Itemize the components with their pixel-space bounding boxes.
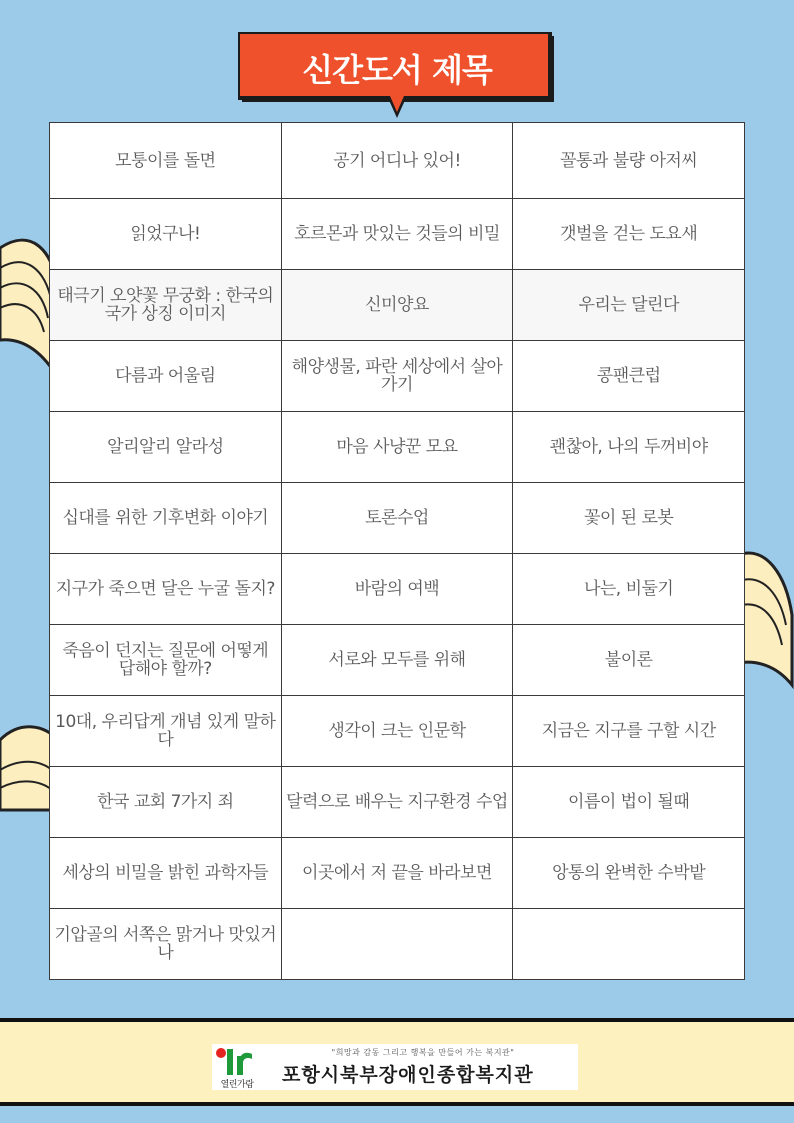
table-cell: 콩팬큰럽 — [513, 341, 745, 412]
table-cell: 태극기 오얏꽃 무궁화 : 한국의 국가 상징 이미지 — [50, 270, 282, 341]
table-cell: 세상의 비밀을 밝힌 과학자들 — [50, 838, 282, 909]
table-cell: 꽃이 된 로봇 — [513, 483, 745, 554]
table-cell: 죽음이 던지는 질문에 어떻게 답해야 할까? — [50, 625, 282, 696]
table-cell: 신미양요 — [281, 270, 513, 341]
table-cell: 서로와 모두를 위해 — [281, 625, 513, 696]
table-cell: 불이론 — [513, 625, 745, 696]
table-cell: 괜찮아, 나의 두꺼비야 — [513, 412, 745, 483]
table-cell: 꼴통과 불량 아저씨 — [513, 123, 745, 199]
table-cell: 달력으로 배우는 지구환경 수업 — [281, 767, 513, 838]
table-cell: 이곳에서 저 끝을 바라보면 — [281, 838, 513, 909]
table-cell: 마음 사냥꾼 모요 — [281, 412, 513, 483]
table-cell: 10대, 우리답게 개념 있게 말하다 — [50, 696, 282, 767]
table-cell: 이름이 법이 될때 — [513, 767, 745, 838]
table-cell: 한국 교회 7가지 죄 — [50, 767, 282, 838]
table-cell: 생각이 크는 인문학 — [281, 696, 513, 767]
table-cell — [513, 909, 745, 980]
table-cell: 호르몬과 맛있는 것들의 비밀 — [281, 199, 513, 270]
book-title-table — [49, 122, 745, 980]
table-row — [50, 696, 745, 767]
table-cell: 갯벌을 걷는 도요새 — [513, 199, 745, 270]
table-row — [50, 767, 745, 838]
table-cell: 우리는 달린다 — [513, 270, 745, 341]
table-row — [50, 909, 745, 980]
table-row — [50, 341, 745, 412]
table-row — [50, 625, 745, 696]
table-cell: 지금은 지구를 구할 시간 — [513, 696, 745, 767]
table-cell: 기압골의 서쪽은 맑거나 맛있거나 — [50, 909, 282, 980]
page-title: 신간도서 제목 — [302, 51, 492, 89]
table-row — [50, 412, 745, 483]
table-cell: 지구가 죽으면 달은 누굴 돌지? — [50, 554, 282, 625]
table-cell: 해양생물, 파란 세상에서 살아가기 — [281, 341, 513, 412]
title-banner — [238, 32, 556, 106]
footer-band — [0, 1018, 794, 1106]
table-row — [50, 838, 745, 909]
table-cell: 바람의 여백 — [281, 554, 513, 625]
table-row — [50, 554, 745, 625]
table-cell: 공기 어디나 있어! — [281, 123, 513, 199]
organization-slogan: "희망과 감동 그리고 행복을 만들어 가는 복지관" — [331, 1048, 515, 1057]
table-cell: 토론수업 — [281, 483, 513, 554]
logo-caption: 열린가람 — [220, 1080, 254, 1090]
table-cell: 읽었구나! — [50, 199, 282, 270]
table-cell: 앙통의 완벽한 수박밭 — [513, 838, 745, 909]
table-cell: 나는, 비둘기 — [513, 554, 745, 625]
table-cell: 알리알리 알라성 — [50, 412, 282, 483]
logo-mark-icon — [214, 1046, 254, 1076]
organization-logo — [212, 1044, 578, 1090]
table-row — [50, 483, 745, 554]
table-row — [50, 123, 745, 199]
table-cell: 다름과 어울림 — [50, 341, 282, 412]
table-row — [50, 270, 745, 341]
table-cell: 모퉁이를 돌면 — [50, 123, 282, 199]
table-cell: 십대를 위한 기후변화 이야기 — [50, 483, 282, 554]
table-row — [50, 199, 745, 270]
table-cell — [281, 909, 513, 980]
organization-name: 포항시북부장애인종합복지관 — [282, 1064, 534, 1086]
